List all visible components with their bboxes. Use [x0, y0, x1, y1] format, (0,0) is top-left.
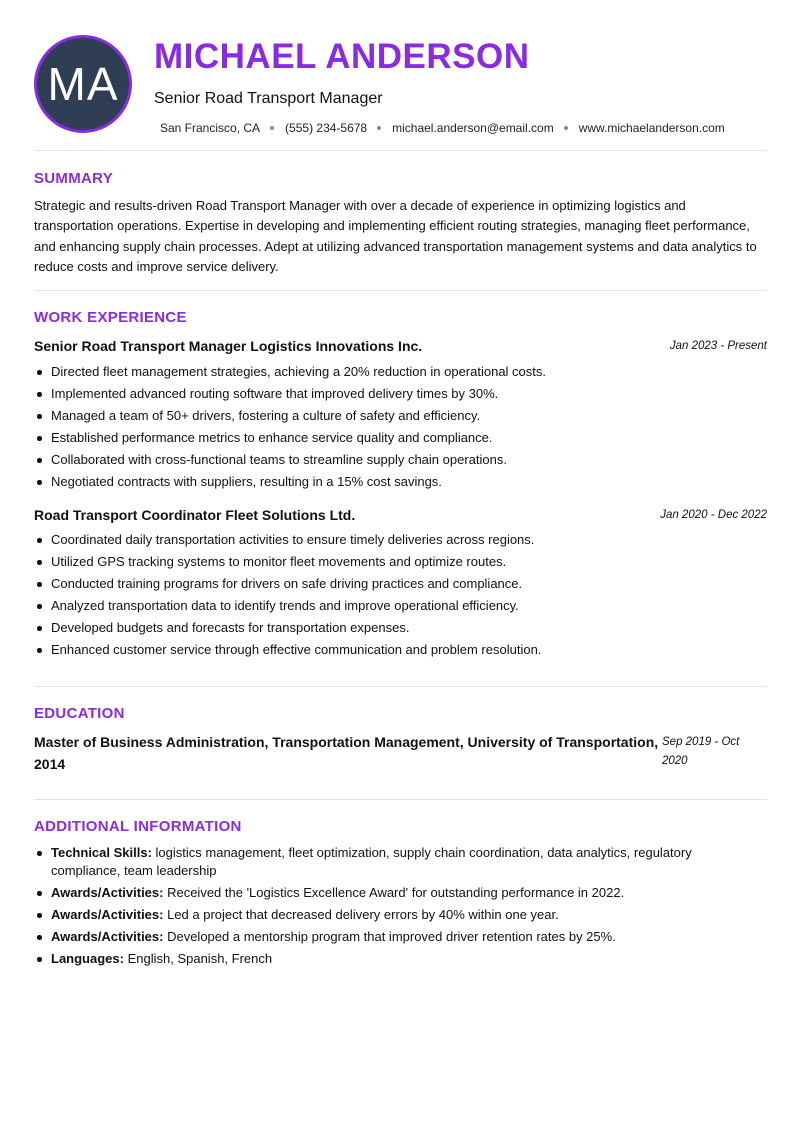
list-item: Coordinated daily transportation activities to ensure timely deliveries across regions. [34, 532, 767, 548]
contact-email[interactable]: michael.anderson@email.com [392, 121, 554, 135]
divider [34, 799, 767, 800]
avatar-initials: MA [47, 58, 119, 110]
summary-heading: SUMMARY [34, 170, 114, 187]
list-item [34, 884, 751, 902]
item-label: Technical Skills: [51, 845, 152, 860]
job-dates: Jan 2023 - Present [669, 340, 767, 352]
additional-heading: ADDITIONAL INFORMATION [34, 818, 242, 835]
list-item: Negotiated contracts with suppliers, resulting in a 15% cost savings. [34, 474, 767, 490]
divider [34, 150, 767, 151]
item-text: Received the 'Logistics Excellence Award' for outstanding performance in 2022. [163, 885, 625, 900]
contact-location: San Francisco, CA [160, 121, 261, 135]
list-item: Collaborated with cross-functional teams to streamline supply chain operations. [34, 452, 767, 468]
job-header [34, 507, 767, 527]
list-item: Directed fleet management strategies, achieving a 20% reduction in operational costs. [34, 364, 767, 380]
list-item [34, 928, 751, 946]
item-label: Awards/Activities: [51, 907, 164, 922]
education-dates: Sep 2019 - Oct 2020 [662, 736, 740, 767]
separator-dot-icon [564, 126, 568, 130]
education-heading: EDUCATION [34, 705, 125, 722]
list-item: Implemented advanced routing software that improved delivery times by 30%. [34, 386, 767, 402]
job-header [34, 338, 767, 358]
contact-website[interactable]: www.michaelanderson.com [578, 121, 725, 135]
list-item: Analyzed transportation data to identify trends and improve operational efficiency. [34, 598, 767, 614]
item-text: logistics management, fleet optimization, supply chain coordination, data analytics, regulatory compliance, team leadership [51, 845, 692, 878]
education-entry [34, 731, 767, 775]
contact-line [160, 121, 725, 135]
item-label: Awards/Activities: [51, 929, 164, 944]
separator-dot-icon [377, 126, 381, 130]
list-item [34, 844, 751, 880]
list-item: Established performance metrics to enhance service quality and compliance. [34, 430, 767, 446]
divider [34, 686, 767, 687]
separator-dot-icon [270, 126, 274, 130]
item-label: Languages: [51, 951, 124, 966]
candidate-title: Senior Road Transport Manager [154, 90, 383, 107]
list-item [34, 950, 751, 968]
item-text: English, Spanish, French [123, 951, 273, 966]
list-item: Enhanced customer service through effective communication and problem resolution. [34, 642, 767, 658]
job-bullet-list [34, 532, 767, 664]
job-role: Senior Road Transport Manager Logistics Innovations Inc. [34, 338, 423, 354]
list-item: Developed budgets and forecasts for transportation expenses. [34, 620, 767, 636]
education-degree: Master of Business Administration, Transportation Management, University of Transportation, 2014 [34, 734, 659, 772]
job-role: Road Transport Coordinator Fleet Solutions Ltd. [34, 507, 356, 523]
avatar [34, 35, 132, 133]
candidate-name: MICHAEL ANDERSON [154, 37, 530, 76]
item-text: Developed a mentorship program that improved driver retention rates by 25%. [163, 929, 616, 944]
list-item [34, 906, 751, 924]
experience-heading: WORK EXPERIENCE [34, 309, 187, 326]
job-bullet-list [34, 364, 767, 496]
item-label: Awards/Activities: [51, 885, 164, 900]
item-text: Led a project that decreased delivery errors by 40% within one year. [163, 907, 559, 922]
list-item: Utilized GPS tracking systems to monitor fleet movements and optimize routes. [34, 554, 767, 570]
list-item: Managed a team of 50+ drivers, fostering a culture of safety and efficiency. [34, 408, 767, 424]
list-item: Conducted training programs for drivers on safe driving practices and compliance. [34, 576, 767, 592]
job-dates: Jan 2020 - Dec 2022 [660, 509, 767, 521]
resume-header [34, 34, 767, 138]
additional-info-list [34, 844, 767, 972]
summary-text: Strategic and results-driven Road Transport Manager with over a decade of experience in optimizing logistics and transportation operations. Expertise in developing and implementing efficient routing strategies, managing fleet performance, and enhancing supply chain processes. Adept at utilizing advanced transportation management systems and data analytics to reduce costs and improve service delivery. [34, 198, 757, 274]
divider [34, 290, 767, 291]
contact-phone: (555) 234-5678 [285, 121, 368, 135]
